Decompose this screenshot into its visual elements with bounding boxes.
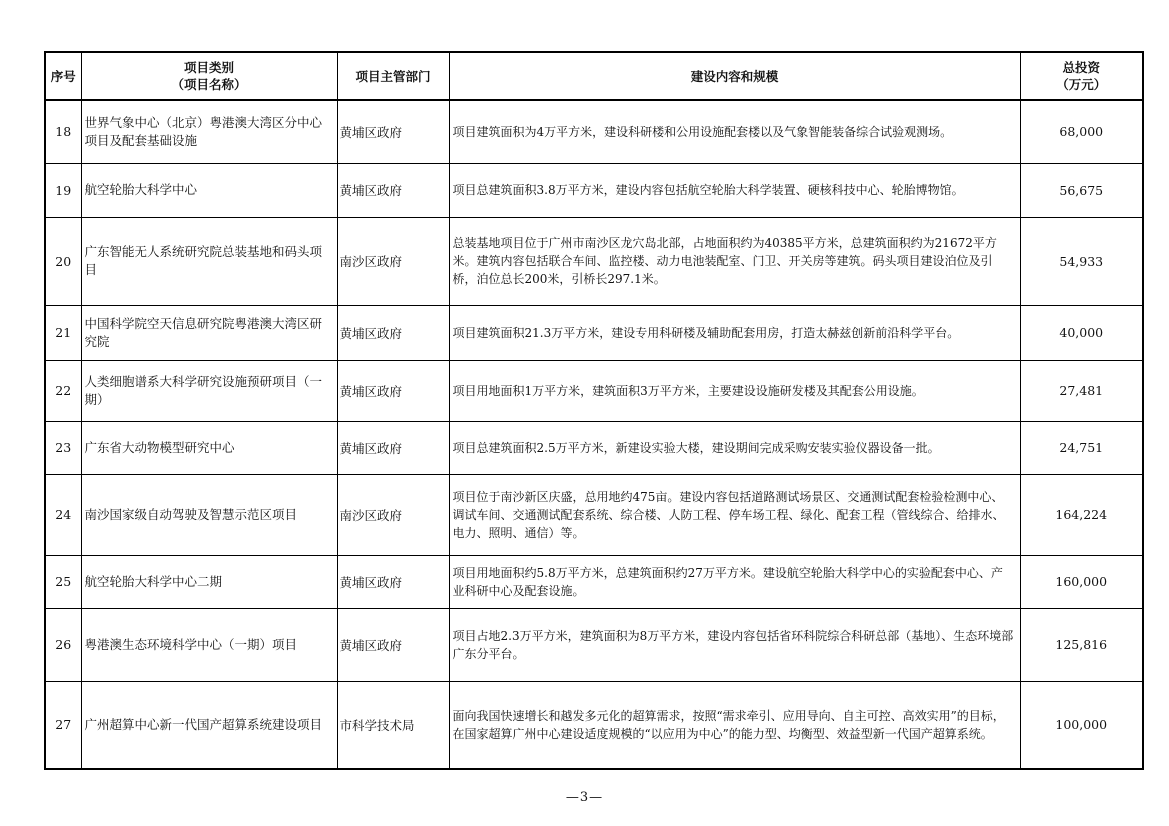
row-no: 23 bbox=[45, 421, 81, 474]
row-no: 20 bbox=[45, 217, 81, 305]
row-name: 粤港澳生态环境科学中心（一期）项目 bbox=[81, 608, 337, 681]
project-table bbox=[44, 51, 1144, 770]
row-name: 航空轮胎大科学中心 bbox=[81, 163, 337, 217]
row-no: 19 bbox=[45, 163, 81, 217]
row-dept: 黄埔区政府 bbox=[337, 163, 449, 217]
row-dept: 市科学技术局 bbox=[337, 681, 449, 769]
header-investment-line1: 总投资 bbox=[1062, 60, 1100, 75]
header-category-line2: （项目名称） bbox=[171, 77, 247, 92]
row-dept: 南沙区政府 bbox=[337, 217, 449, 305]
row-investment: 68,000 bbox=[1020, 100, 1143, 163]
row-dept: 南沙区政府 bbox=[337, 474, 449, 555]
table-row bbox=[45, 474, 1143, 555]
row-dept: 黄埔区政府 bbox=[337, 555, 449, 608]
row-content: 项目建筑面积21.3万平方米，建设专用科研楼及辅助配套用房，打造太赫兹创新前沿科学平台。 bbox=[449, 305, 1020, 360]
row-name: 南沙国家级自动驾驶及智慧示范区项目 bbox=[81, 474, 337, 555]
row-no: 26 bbox=[45, 608, 81, 681]
table-row bbox=[45, 608, 1143, 681]
row-investment: 164,224 bbox=[1020, 474, 1143, 555]
page-number: —3— bbox=[565, 790, 604, 805]
row-content: 项目总建筑面积3.8万平方米，建设内容包括航空轮胎大科学装置、硬核科技中心、轮胎博物馆。 bbox=[449, 163, 1020, 217]
row-no: 18 bbox=[45, 100, 81, 163]
row-name: 人类细胞谱系大科学研究设施预研项目（一期） bbox=[81, 360, 337, 421]
row-investment: 40,000 bbox=[1020, 305, 1143, 360]
header-category bbox=[81, 52, 337, 100]
table-row bbox=[45, 217, 1143, 305]
header-investment-line2: （万元） bbox=[1056, 77, 1107, 92]
row-investment: 54,933 bbox=[1020, 217, 1143, 305]
row-investment: 125,816 bbox=[1020, 608, 1143, 681]
row-content: 项目用地面积1万平方米，建筑面积3万平方米，主要建设设施研发楼及其配套公用设施。 bbox=[449, 360, 1020, 421]
row-name: 广东省大动物模型研究中心 bbox=[81, 421, 337, 474]
row-name: 世界气象中心（北京）粤港澳大湾区分中心项目及配套基础设施 bbox=[81, 100, 337, 163]
row-content: 项目建筑面积为4万平方米，建设科研楼和公用设施配套楼以及气象智能装备综合试验观测场。 bbox=[449, 100, 1020, 163]
table-row bbox=[45, 681, 1143, 769]
row-no: 24 bbox=[45, 474, 81, 555]
table-header-row bbox=[45, 52, 1143, 100]
row-content: 项目位于南沙新区庆盛，总用地约475亩。建设内容包括道路测试场景区、交通测试配套检验检测中心、调试车间、交通测试配套系统、综合楼、人防工程、停车场工程、绿化、配套工程（管线综合、给排水、电力、照明、通信）等。 bbox=[449, 474, 1020, 555]
row-investment: 160,000 bbox=[1020, 555, 1143, 608]
row-no: 21 bbox=[45, 305, 81, 360]
row-dept: 黄埔区政府 bbox=[337, 360, 449, 421]
row-investment: 100,000 bbox=[1020, 681, 1143, 769]
row-content: 项目占地2.3万平方米，建筑面积为8万平方米，建设内容包括省环科院综合科研总部（基地）、生态环境部广东分平台。 bbox=[449, 608, 1020, 681]
row-name: 广州超算中心新一代国产超算系统建设项目 bbox=[81, 681, 337, 769]
row-content: 项目用地面积约5.8万平方米，总建筑面积约27万平方米。建设航空轮胎大科学中心的实验配套中心、产业科研中心及配套设施。 bbox=[449, 555, 1020, 608]
row-dept: 黄埔区政府 bbox=[337, 608, 449, 681]
row-investment: 56,675 bbox=[1020, 163, 1143, 217]
row-no: 25 bbox=[45, 555, 81, 608]
row-no: 22 bbox=[45, 360, 81, 421]
row-name: 中国科学院空天信息研究院粤港澳大湾区研究院 bbox=[81, 305, 337, 360]
row-content: 面向我国快速增长和越发多元化的超算需求，按照“需求牵引、应用导向、自主可控、高效实用”的目标，在国家超算广州中心建设适度规模的“以应用为中心”的能力型、均衡型、效益型新一代国产超算系统。 bbox=[449, 681, 1020, 769]
table-row bbox=[45, 360, 1143, 421]
table-row bbox=[45, 421, 1143, 474]
row-dept: 黄埔区政府 bbox=[337, 421, 449, 474]
header-investment bbox=[1020, 52, 1143, 100]
row-content: 总装基地项目位于广州市南沙区龙穴岛北部，占地面积约为40385平方米，总建筑面积约为21672平方米。建筑内容包括联合车间、监控楼、动力电池装配室、门卫、开关房等建筑。码头项目建设泊位及引桥，泊位总长200米，引桥长297.1米。 bbox=[449, 217, 1020, 305]
row-dept: 黄埔区政府 bbox=[337, 100, 449, 163]
table-row bbox=[45, 100, 1143, 163]
table-row bbox=[45, 305, 1143, 360]
row-investment: 27,481 bbox=[1020, 360, 1143, 421]
header-category-line1: 项目类别 bbox=[183, 60, 234, 75]
row-investment: 24,751 bbox=[1020, 421, 1143, 474]
row-content: 项目总建筑面积2.5万平方米，新建设实验大楼，建设期间完成采购安装实验仪器设备一批。 bbox=[449, 421, 1020, 474]
table-row bbox=[45, 555, 1143, 608]
header-content: 建设内容和规模 bbox=[449, 52, 1020, 100]
row-no: 27 bbox=[45, 681, 81, 769]
row-dept: 黄埔区政府 bbox=[337, 305, 449, 360]
row-name: 航空轮胎大科学中心二期 bbox=[81, 555, 337, 608]
header-no: 序号 bbox=[45, 52, 81, 100]
row-name: 广东智能无人系统研究院总装基地和码头项目 bbox=[81, 217, 337, 305]
header-dept: 项目主管部门 bbox=[337, 52, 449, 100]
table-row bbox=[45, 163, 1143, 217]
